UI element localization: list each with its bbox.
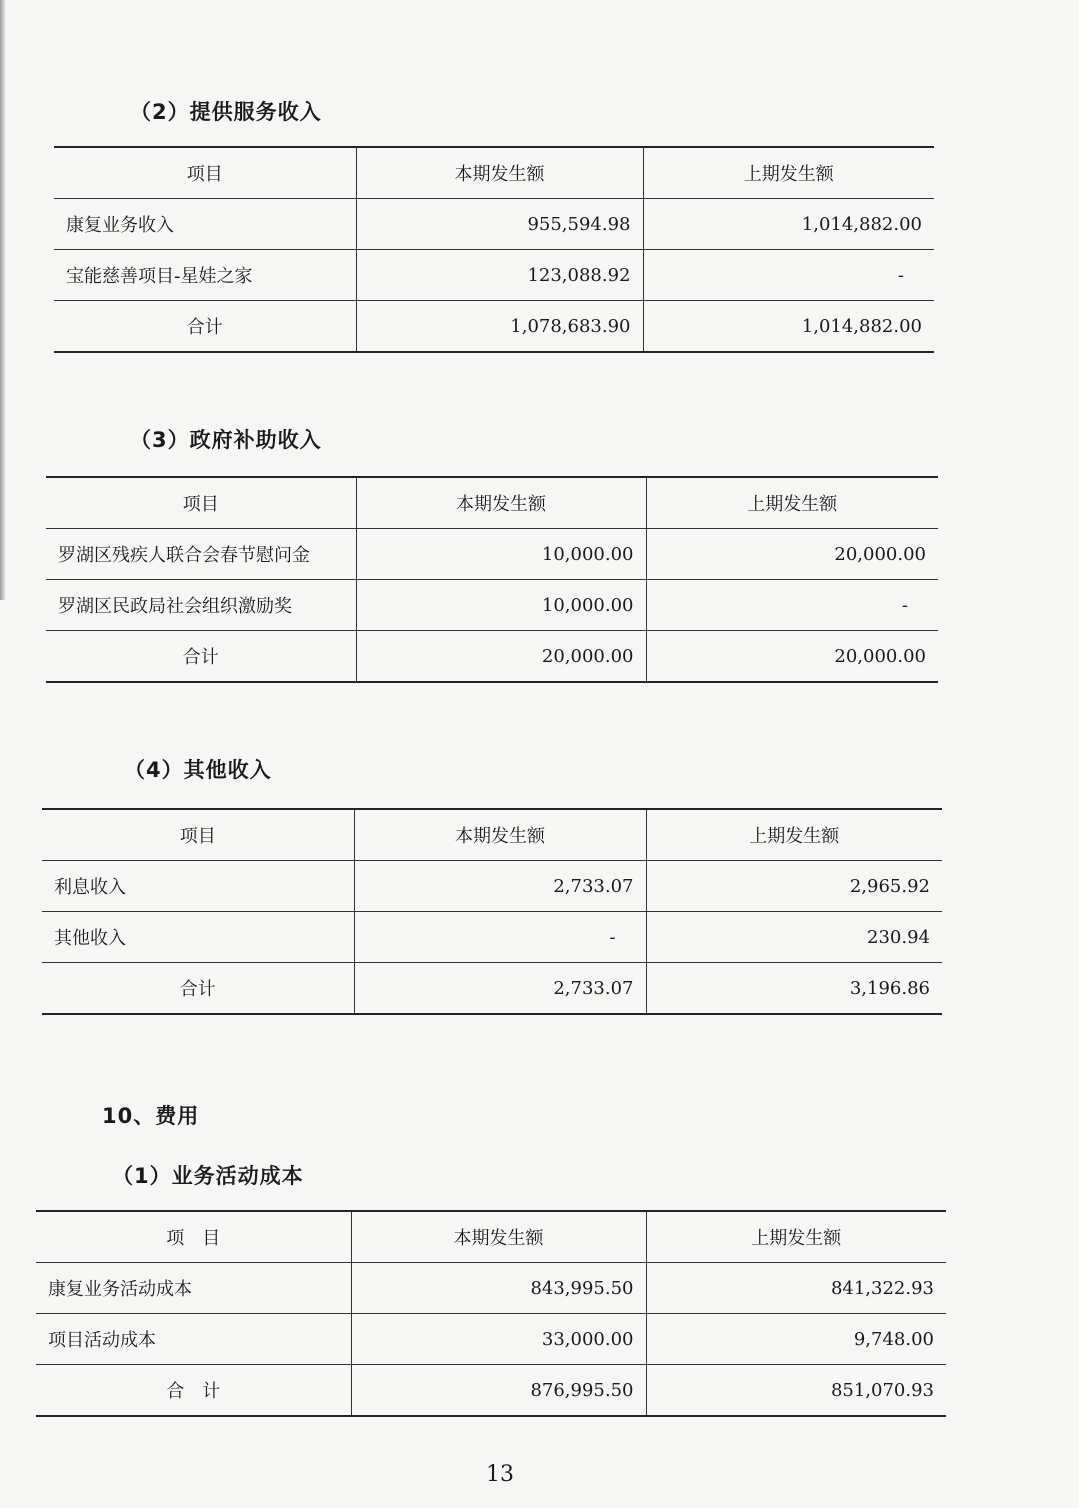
section-heading-business-activity-cost: （1）业务活动成本 [112, 1164, 304, 1188]
total-label: 合 计 [36, 1365, 351, 1417]
row-prior: 1,014,882.00 [643, 199, 934, 250]
total-prior: 3,196.86 [646, 963, 942, 1015]
row-current: 843,995.50 [351, 1263, 646, 1314]
total-current: 20,000.00 [356, 631, 646, 683]
total-prior: 20,000.00 [646, 631, 938, 683]
row-label: 罗湖区民政局社会组织激励奖 [46, 580, 356, 631]
government-subsidy-table [46, 476, 938, 683]
table-row [42, 861, 942, 912]
row-label: 利息收入 [42, 861, 354, 912]
table-header-row [42, 809, 942, 861]
total-current: 876,995.50 [351, 1365, 646, 1417]
row-current: 2,733.07 [354, 861, 646, 912]
row-prior: 9,748.00 [646, 1314, 946, 1365]
row-label: 宝能慈善项目-星娃之家 [54, 250, 356, 301]
business-activity-cost-table [36, 1210, 946, 1417]
total-label: 合计 [54, 301, 356, 353]
row-label: 康复业务活动成本 [36, 1263, 351, 1314]
row-current: 10,000.00 [356, 529, 646, 580]
table-row [46, 580, 938, 631]
row-label: 罗湖区残疾人联合会春节慰问金 [46, 529, 356, 580]
header-item: 项目 [42, 809, 354, 861]
header-current-period: 本期发生额 [356, 147, 643, 199]
other-income-table [42, 808, 942, 1015]
table-row [54, 250, 934, 301]
header-prior-period: 上期发生额 [643, 147, 934, 199]
row-prior: - [643, 250, 934, 301]
section-heading-other-income: （4）其他收入 [124, 758, 272, 782]
table-row [46, 529, 938, 580]
table-total-row [42, 963, 942, 1015]
table-total-row [46, 631, 938, 683]
table-row [36, 1314, 946, 1365]
row-current: 955,594.98 [356, 199, 643, 250]
row-current: 33,000.00 [351, 1314, 646, 1365]
total-current: 2,733.07 [354, 963, 646, 1015]
total-label: 合计 [46, 631, 356, 683]
table-row [42, 912, 942, 963]
header-item: 项目 [54, 147, 356, 199]
row-prior: - [646, 580, 938, 631]
header-prior-period: 上期发生额 [646, 809, 942, 861]
total-prior: 1,014,882.00 [643, 301, 934, 353]
header-item: 项目 [46, 477, 356, 529]
table-header-row [36, 1211, 946, 1263]
row-current: 10,000.00 [356, 580, 646, 631]
service-income-table [54, 146, 934, 353]
header-current-period: 本期发生额 [356, 477, 646, 529]
total-label: 合计 [42, 963, 354, 1015]
row-current: - [354, 912, 646, 963]
table-header-row [46, 477, 938, 529]
row-label: 康复业务收入 [54, 199, 356, 250]
header-current-period: 本期发生额 [354, 809, 646, 861]
total-prior: 851,070.93 [646, 1365, 946, 1417]
header-prior-period: 上期发生额 [646, 1211, 946, 1263]
scan-edge-shadow [0, 0, 6, 600]
row-prior: 230.94 [646, 912, 942, 963]
table-total-row [36, 1365, 946, 1417]
row-current: 123,088.92 [356, 250, 643, 301]
section-heading-government-subsidy: （3）政府补助收入 [130, 428, 322, 452]
total-current: 1,078,683.90 [356, 301, 643, 353]
header-prior-period: 上期发生额 [646, 477, 938, 529]
row-prior: 20,000.00 [646, 529, 938, 580]
header-item: 项 目 [36, 1211, 351, 1263]
table-row [36, 1263, 946, 1314]
row-prior: 2,965.92 [646, 861, 942, 912]
header-current-period: 本期发生额 [351, 1211, 646, 1263]
section-heading-service-income: （2）提供服务收入 [130, 100, 322, 124]
expenses-heading: 10、费用 [102, 1104, 200, 1128]
row-label: 其他收入 [42, 912, 354, 963]
row-prior: 841,322.93 [646, 1263, 946, 1314]
row-label: 项目活动成本 [36, 1314, 351, 1365]
table-header-row [54, 147, 934, 199]
page-number: 13 [486, 1462, 514, 1487]
table-total-row [54, 301, 934, 353]
table-row [54, 199, 934, 250]
